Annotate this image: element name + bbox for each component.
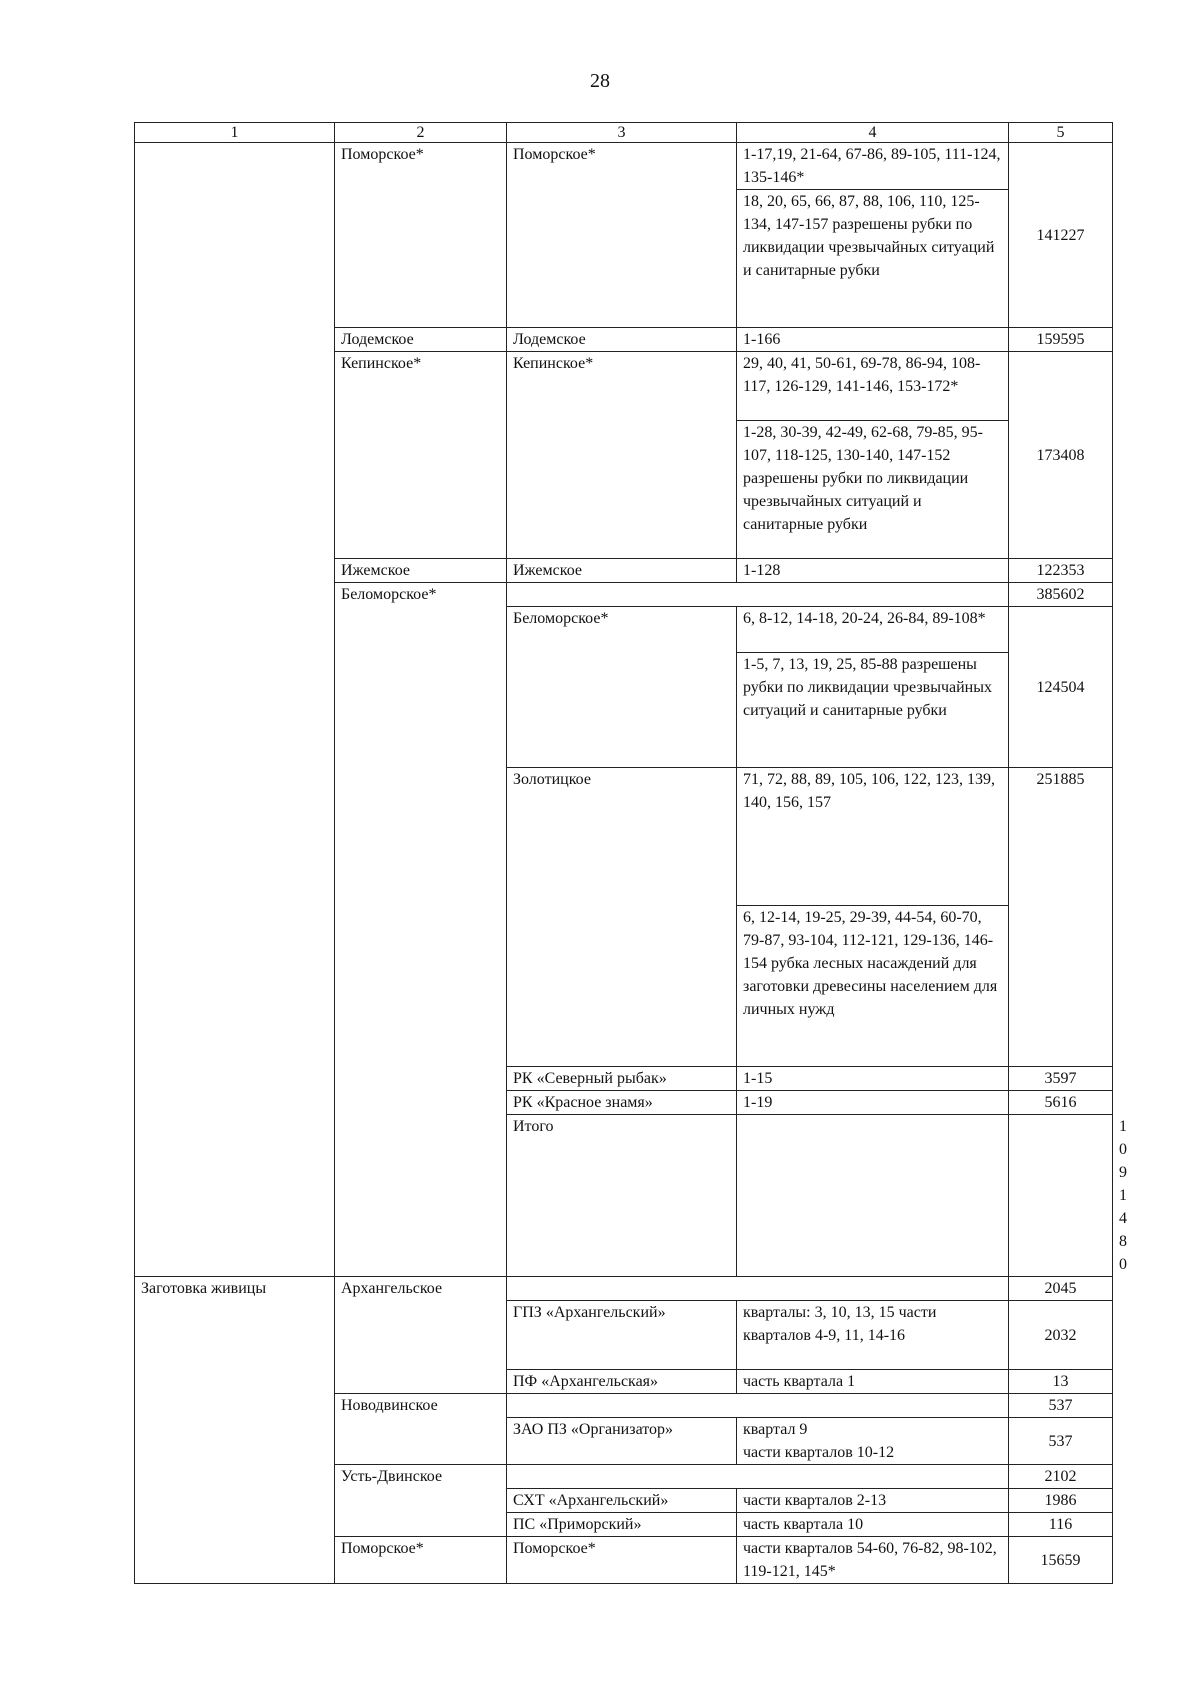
quarters-cell: 1-128 (737, 559, 1009, 583)
value-cell: 173408 (1009, 352, 1113, 559)
value-cell: 141227 (1009, 143, 1113, 328)
forestry-cell: Лодемское (335, 328, 507, 352)
forestry-cell: Новодвинское (335, 1394, 507, 1465)
quarters-cell: часть квартала 1 (737, 1370, 1009, 1394)
quarters-line: части кварталов 10-12 (743, 1444, 895, 1461)
value-cell: 124504 (1009, 607, 1113, 768)
quarters-cell: 1-19 (737, 1091, 1009, 1115)
activity-cell (135, 143, 335, 1277)
empty-cell (507, 1277, 1009, 1301)
empty-cell (507, 583, 1009, 607)
quarters-cell: 71, 72, 88, 89, 105, 106, 122, 123, 139, 140, 156, 157 (737, 768, 1009, 906)
quarters-line: квартал 9 (743, 1421, 808, 1438)
column-number: 5 (1009, 123, 1113, 143)
district-cell: ГПЗ «Архангельский» (507, 1301, 737, 1370)
value-cell: 1986 (1009, 1489, 1113, 1513)
forestry-cell: Поморское* (335, 143, 507, 328)
page-number: 28 (590, 70, 610, 92)
district-cell: РК «Красное знамя» (507, 1091, 737, 1115)
quarters-cell: части кварталов 2-13 (737, 1489, 1009, 1513)
district-cell: ЗАО ПЗ «Организатор» (507, 1418, 737, 1465)
forestry-cell: Кепинское* (335, 352, 507, 559)
activity-cell: Заготовка живицы (135, 1277, 335, 1584)
total-row: Итого 1091480 (135, 1115, 1113, 1277)
quarters-cell: 1-166 (737, 328, 1009, 352)
value-cell: 2102 (1009, 1465, 1113, 1489)
value-cell: 13 (1009, 1370, 1113, 1394)
forestry-cell: Беломорское* (335, 583, 507, 1277)
quarters-cell (737, 1418, 1009, 1465)
total-label: Итого (507, 1115, 737, 1277)
quarters-cell: 1-28, 30-39, 42-49, 62-68, 79-85, 95-107, 118-125, 130-140, 147-152 разрешены рубки по ликвидации чрезвычайных ситуаций и санитарные рубки (737, 421, 1009, 559)
district-cell: Ижемское (507, 559, 737, 583)
value-cell: 537 (1009, 1418, 1113, 1465)
forest-allocation-table (134, 122, 1127, 1584)
quarters-cell: 6, 8-12, 14-18, 20-24, 26-84, 89-108* (737, 607, 1009, 653)
district-cell: Золотицкое (507, 768, 737, 1067)
table-row (135, 143, 1113, 190)
quarters-cell: кварталы: 3, 10, 13, 15 части кварталов 4-9, 11, 14-16 (737, 1301, 1009, 1370)
quarters-cell: 18, 20, 65, 66, 87, 88, 106, 110, 125-134, 147-157 разрешены рубки по ликвидации чрезвычайных ситуаций и санитарные рубки (737, 190, 1009, 328)
empty-cell (1009, 1115, 1113, 1277)
quarters-cell: 1-5, 7, 13, 19, 25, 85-88 разрешены рубки по ликвидации чрезвычайных ситуаций и санитарные рубки (737, 653, 1009, 768)
value-cell: 3597 (1009, 1067, 1113, 1091)
value-cell: 122353 (1009, 559, 1113, 583)
district-cell: Поморское* (507, 143, 737, 328)
value-cell: 5616 (1009, 1091, 1113, 1115)
value-cell: 15659 (1009, 1537, 1113, 1584)
column-number: 4 (737, 123, 1009, 143)
value-cell: 537 (1009, 1394, 1113, 1418)
table-header-row (135, 123, 1113, 143)
quarters-cell: 6, 12-14, 19-25, 29-39, 44-54, 60-70, 79-87, 93-104, 112-121, 129-136, 146-154 рубка лесных насаждений для заготовки древесины населением для личных нужд (737, 906, 1009, 1067)
value-cell: 2032 (1009, 1301, 1113, 1370)
value-cell: 2045 (1009, 1277, 1113, 1301)
empty-cell (507, 1465, 1009, 1489)
value-cell: 251885 (1009, 768, 1113, 1067)
quarters-cell: 1-17,19, 21-64, 67-86, 89-105, 111-124, 135-146* (737, 143, 1009, 190)
column-number: 3 (507, 123, 737, 143)
column-number: 1 (135, 123, 335, 143)
district-cell: ПФ «Архангельская» (507, 1370, 737, 1394)
forestry-cell: Усть-Двинское (335, 1465, 507, 1537)
empty-cell (737, 1115, 1009, 1277)
value-cell: 116 (1009, 1513, 1113, 1537)
table-row (135, 1277, 1113, 1301)
quarters-cell: часть квартала 10 (737, 1513, 1009, 1537)
quarters-cell: части кварталов 54-60, 76-82, 98-102, 119-121, 145* (737, 1537, 1009, 1584)
district-cell: РК «Северный рыбак» (507, 1067, 737, 1091)
district-cell: Беломорское* (507, 607, 737, 768)
district-cell: ПС «Приморский» (507, 1513, 737, 1537)
forestry-cell: Архангельское (335, 1277, 507, 1394)
quarters-cell: 1-15 (737, 1067, 1009, 1091)
forestry-cell: Ижемское (335, 559, 507, 583)
quarters-cell: 29, 40, 41, 50-61, 69-78, 86-94, 108-117, 126-129, 141-146, 153-172* (737, 352, 1009, 421)
value-cell: 385602 (1009, 583, 1113, 607)
district-cell: Кепинское* (507, 352, 737, 559)
column-number: 2 (335, 123, 507, 143)
district-cell: СХТ «Архангельский» (507, 1489, 737, 1513)
district-cell: Поморское* (507, 1537, 737, 1584)
district-cell: Лодемское (507, 328, 737, 352)
forestry-cell: Поморское* (335, 1537, 507, 1584)
empty-cell (507, 1394, 1009, 1418)
value-cell: 159595 (1009, 328, 1113, 352)
